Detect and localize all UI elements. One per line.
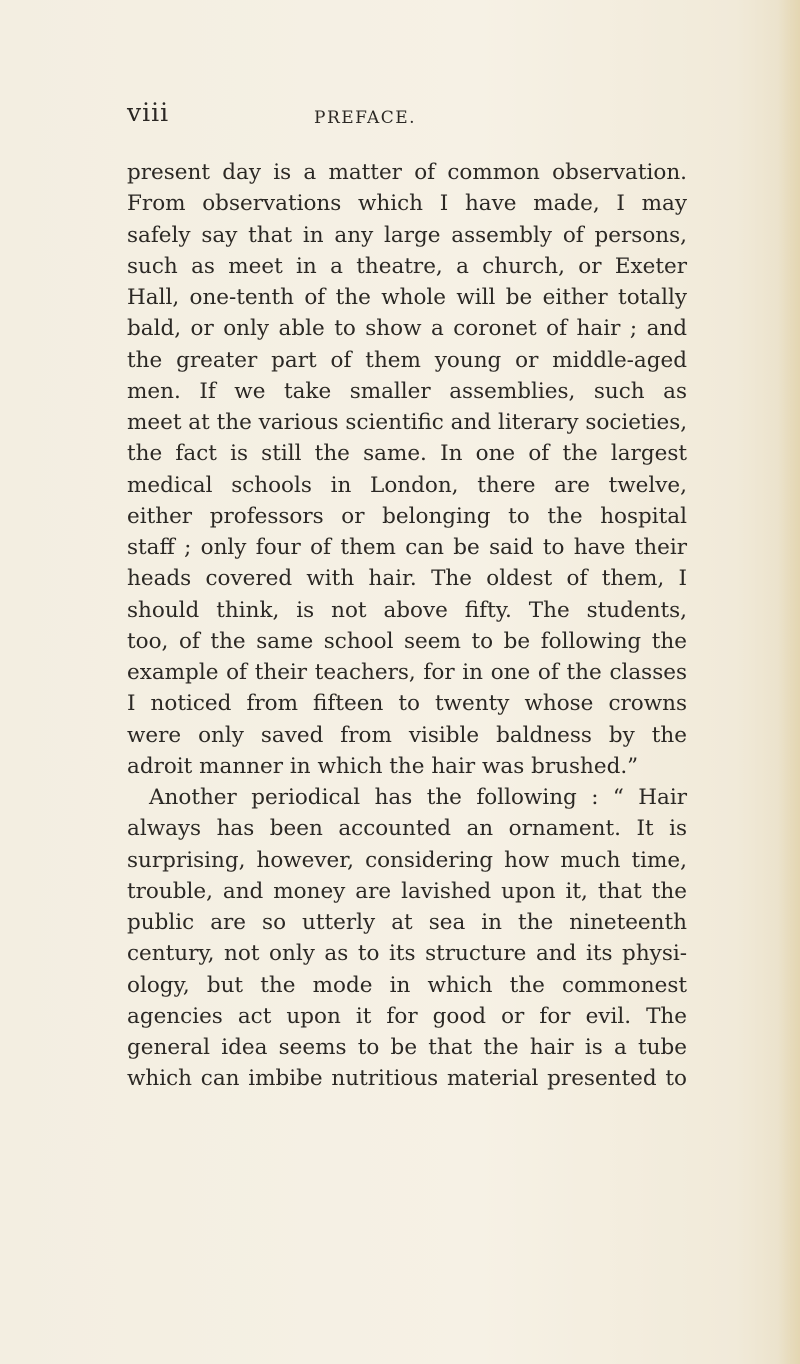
text-line: always has been accounted an ornament. It is xyxy=(127,816,687,842)
text-line: meet at the various scientific and literary societies, xyxy=(127,410,688,435)
text-line: surprising, however, considering how much time, xyxy=(127,847,687,873)
running-title: PREFACE. xyxy=(314,108,417,128)
text-line: bald, or only able to show a coronet of hair ; and xyxy=(127,316,687,342)
text-line: medical schools in London, there are twelve, xyxy=(127,472,687,498)
text-line: such as meet in a theatre, a church, or Exeter xyxy=(127,253,687,279)
text-line: Hall, one-tenth of the whole will be either totally xyxy=(127,285,687,310)
text-line: trouble, and money are lavished upon it, that the xyxy=(127,878,687,904)
text-line: public are so utterly at sea in the nineteenth xyxy=(127,910,687,935)
text-line: the fact is still the same. In one of the largest xyxy=(127,441,687,467)
text-line: general idea seems to be that the hair is a tube xyxy=(127,1035,687,1060)
paragraph-start-line: Another periodical has the following : “ Hair xyxy=(149,785,687,810)
text-line: heads covered with hair. The oldest of them, I xyxy=(127,566,687,592)
text-line: present day is a matter of common observation. xyxy=(127,160,687,185)
text-line: century, not only as to its structure and its physi- xyxy=(127,941,687,967)
text-line: which can imbibe nutritious material presented to xyxy=(127,1066,687,1092)
text-line: I noticed from fifteen to twenty whose crowns xyxy=(127,691,687,717)
page-edge-shading xyxy=(778,0,800,1364)
text-line: staff ; only four of them can be said to have their xyxy=(127,535,687,560)
text-line: too, of the same school seem to be following the xyxy=(127,628,687,654)
text-line: example of their teachers, for in one of the classes xyxy=(127,660,687,685)
text-line: safely say that in any large assembly of persons, xyxy=(127,222,687,248)
text-line: From observations which I have made, I may xyxy=(127,191,687,217)
text-line: should think, is not above fifty. The students, xyxy=(127,597,687,623)
text-line: the greater part of them young or middle-aged xyxy=(127,347,687,373)
text-line: agencies act upon it for good or for evil. The xyxy=(127,1003,687,1029)
text-line: adroit manner in which the hair was brushed.” xyxy=(127,753,639,779)
text-line: ology, but the mode in which the commonest xyxy=(127,972,687,998)
text-line: were only saved from visible baldness by the xyxy=(127,722,687,748)
body-text xyxy=(127,157,687,1095)
text-line: men. If we take smaller assemblies, such as xyxy=(127,378,687,404)
page-header xyxy=(127,100,687,140)
page-number: viii xyxy=(127,98,170,127)
text-line: either professors or belonging to the hospital xyxy=(127,503,687,529)
